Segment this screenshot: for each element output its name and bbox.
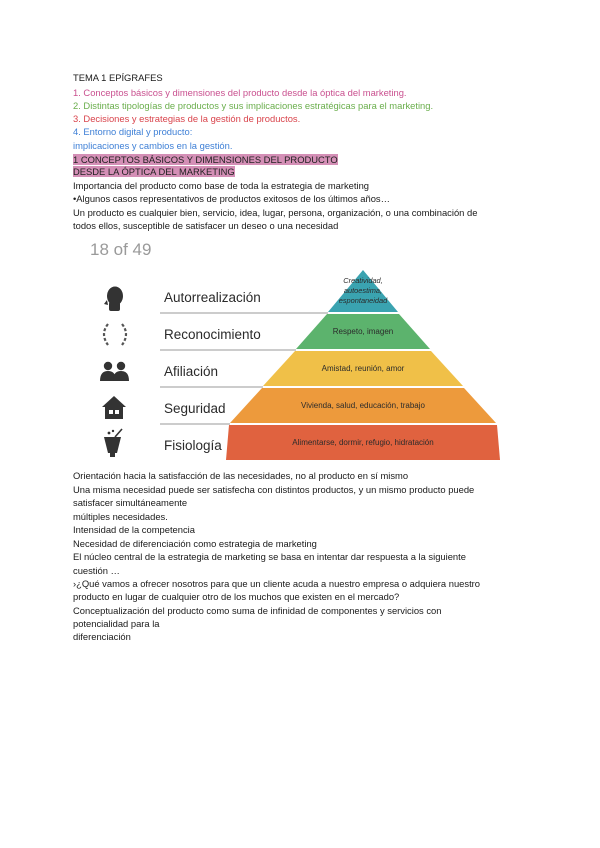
drink-icon bbox=[104, 429, 122, 457]
people-icon bbox=[100, 362, 129, 381]
body-line-6: Necesidad de diferenciación como estrategia de marketing bbox=[73, 538, 317, 549]
level-label-autorrealizacion: Autorrealización bbox=[164, 290, 261, 305]
intro-line-3: Un producto es cualquier bien, servicio, idea, lugar, persona, organización, o una combinación de bbox=[73, 207, 478, 218]
doc-heading: TEMA 1 EPÍGRAFES bbox=[73, 72, 163, 83]
body-line-5: Intensidad de la competencia bbox=[73, 524, 195, 535]
section-title-highlight-1: 1 CONCEPTOS BÁSICOS Y DIMENSIONES DEL PRODUCTO bbox=[73, 154, 338, 165]
section-title-highlight-2: DESDE LA ÓPTICA DEL MARKETING bbox=[73, 166, 235, 177]
intro-line-4: todos ellos, susceptible de satisfacer un deseo o una necesidad bbox=[73, 220, 339, 231]
toc-item-4: 4. Entorno digital y producto: bbox=[73, 126, 193, 137]
layer-1-text-a: Creatividad, bbox=[343, 276, 383, 285]
toc-item-4-cont: implicaciones y cambios en la gestión. bbox=[73, 140, 233, 151]
body-line-10: producto en lugar de cualquier otro de los muchos que existen en el mercado? bbox=[73, 591, 400, 602]
section-title-line-2 bbox=[73, 166, 235, 178]
toc-item-2: 2. Distintas tipologías de productos y sus implicaciones estratégicas para el marketing. bbox=[73, 100, 434, 111]
section-title-line-1 bbox=[73, 154, 338, 166]
body-line-3: satisfacer simultáneamente bbox=[73, 497, 188, 508]
body-line-8: cuestión … bbox=[73, 565, 120, 576]
body-line-9: ›¿Qué vamos a ofrecer nosotros para que un cliente acuda a nuestro empresa o adquiera nuestro bbox=[73, 578, 481, 589]
toc-item-3: 3. Decisiones y estrategias de la gestión de productos. bbox=[73, 113, 301, 124]
layer-5-text: Alimentarse, dormir, refugio, hidratación bbox=[292, 438, 434, 447]
body-line-12: potencialidad para la bbox=[73, 618, 160, 629]
body-line-13: diferenciación bbox=[73, 631, 131, 642]
toc-item-1: 1. Conceptos básicos y dimensiones del producto desde la óptica del marketing. bbox=[73, 87, 407, 98]
level-label-afiliacion: Afiliación bbox=[164, 364, 219, 379]
level-label-fisiologia: Fisiología bbox=[164, 438, 222, 453]
body-line-2: Una misma necesidad puede ser satisfecha con distintos productos, y un mismo producto puede bbox=[73, 484, 475, 495]
body-line-11: Conceptualización del producto como suma de infinidad de componentes y servicios con bbox=[73, 605, 442, 616]
body-line-4: múltiples necesidades. bbox=[73, 511, 168, 522]
level-label-seguridad: Seguridad bbox=[164, 401, 226, 416]
level-label-reconocimiento: Reconocimiento bbox=[164, 327, 261, 342]
layer-1-text-b: autoestima, bbox=[343, 286, 383, 295]
pyramid-svg bbox=[88, 238, 501, 464]
layer-1-text-c: espontaneidad bbox=[338, 296, 388, 305]
layer-3-text: Amistad, reunión, amor bbox=[321, 364, 405, 373]
house-icon bbox=[102, 396, 126, 419]
maslow-pyramid-figure bbox=[88, 238, 501, 464]
body-line-7: El núcleo central de la estrategia de marketing se basa en intentar dar respuesta a la siguiente bbox=[73, 551, 466, 562]
head-icon bbox=[104, 287, 123, 312]
intro-line-2: •Algunos casos representativos de productos exitosos de los últimos años… bbox=[73, 193, 390, 204]
body-line-1: Orientación hacia la satisfacción de las necesidades, no al producto en sí mismo bbox=[73, 470, 409, 481]
layer-2-text: Respeto, imagen bbox=[332, 327, 394, 336]
slide-counter: 18 of 49 bbox=[90, 240, 152, 259]
layer-4-text: Vivienda, salud, educación, trabajo bbox=[301, 401, 425, 410]
laurel-icon bbox=[104, 324, 126, 345]
intro-line-1: Importancia del producto como base de toda la estrategia de marketing bbox=[73, 180, 370, 191]
